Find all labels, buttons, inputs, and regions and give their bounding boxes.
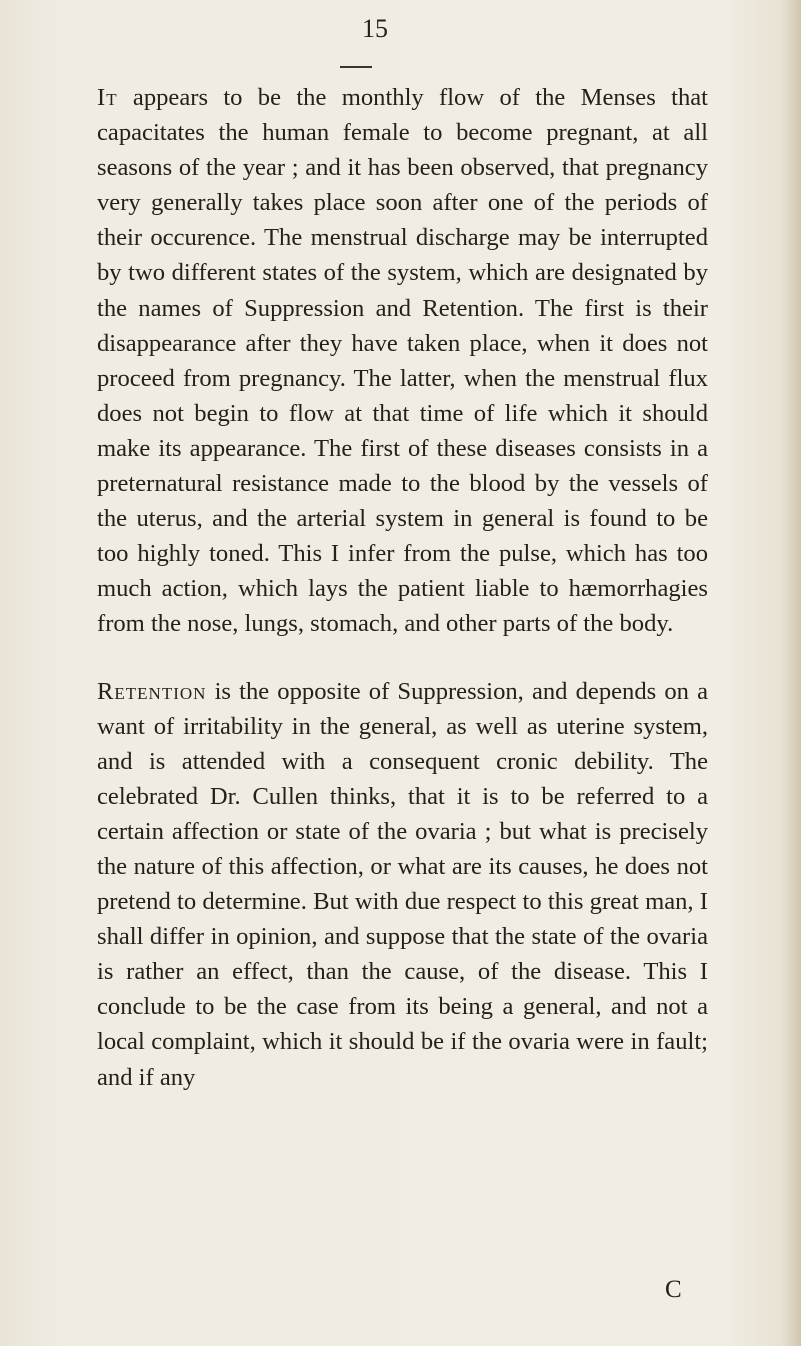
paragraph-1 (56, 80, 708, 642)
header-rule (340, 66, 372, 68)
catchword: C (665, 1276, 682, 1303)
body-text (56, 80, 708, 1095)
paragraph-2 (56, 674, 708, 1095)
paragraph-1-text: appears to be the monthly flow of the Menses that capacitates the human female to become pregnant, at all seasons of the year ; and it has been observed, that pregnancy very generally takes place soon after one of the periods of their occurence. The menstrual discharge may be interrupted by two different states of the system, which are designated by the names of Suppression and Retention. The first is their disappearance after they have taken place, when it does not proceed from pregnancy. The latter, when the menstrual flux does not begin to flow at that time of life which it should make its appearance. The first of these diseases consists in a preternatural resistance made to the blood by the vessels of the uterus, and the arterial system in general is found to be too highly toned. This I infer from the pulse, which has too much action, which lays the patient liable to hæmorrhagies from the nose, lungs, stomach, and other parts of the body. (97, 84, 708, 638)
paragraph-1-lead: It (97, 84, 118, 111)
paragraph-2-text: is the opposite of Suppression, and depends on a want of irritability in the general, as well as uterine system, and is attended with a consequent cronic debility. The celebrated Dr. Cullen thinks, that it is to be referred to a certain affection or state of the ovaria ; but what is precisely the nature of this affection, or what are its causes, he does not pretend to determine. But with due respect to this great man, I shall differ in opinion, and suppose that the state of the ovaria is rather an effect, than the cause, of the disease. This I conclude to be the case from its being a general, and not a local complaint, which it should be if the ovaria were in fault; and if any (97, 677, 708, 1091)
paragraph-2-lead: Retention (97, 677, 207, 705)
page-edge-shadow (781, 0, 801, 1346)
page-number: 15 (362, 14, 388, 43)
